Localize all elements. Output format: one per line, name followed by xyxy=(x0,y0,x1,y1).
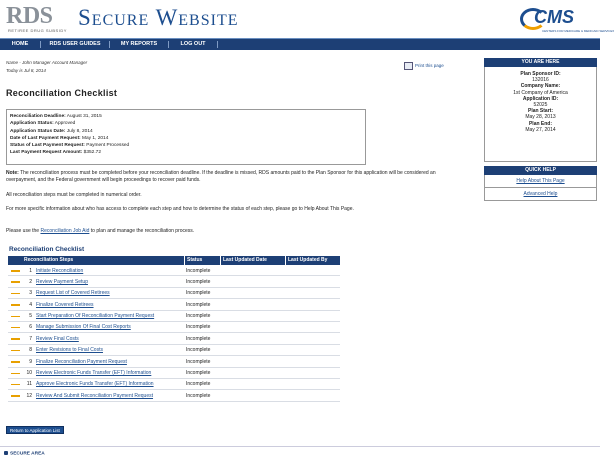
step-number: 3 xyxy=(29,290,32,297)
step-marker-icon xyxy=(11,304,20,306)
job-aid-post: to plan and manage the reconciliation process. xyxy=(90,228,195,234)
app-id-value: 52025 xyxy=(533,102,548,109)
info-value: Approved xyxy=(54,121,76,127)
step-status: Incomplete xyxy=(186,278,211,285)
checklist-title: Reconciliation Checklist xyxy=(9,246,85,253)
job-aid-pre: Please use the xyxy=(6,228,40,234)
advanced-help-link[interactable]: Advanced Help xyxy=(484,188,597,201)
info-value: August 31, 2015 xyxy=(66,114,102,119)
step-marker-icon xyxy=(11,350,20,352)
info-value: $352.72 xyxy=(83,150,102,156)
step-status: Incomplete xyxy=(186,335,211,342)
info-value: May 1, 2014 xyxy=(81,135,109,141)
order-note: All reconciliation steps must be completed in numerical order. xyxy=(6,192,142,198)
table-row xyxy=(8,288,340,299)
job-aid-note xyxy=(6,228,466,235)
step-marker-icon xyxy=(11,384,20,386)
step-link[interactable]: Review Payment Setup xyxy=(36,278,88,285)
step-link[interactable]: Enter Revisions to Final Costs xyxy=(36,347,103,354)
col-status: Status xyxy=(187,257,203,263)
cms-logo-subtitle: CENTERS FOR MEDICARE & MEDICAID SERVICES xyxy=(542,29,614,33)
table-row xyxy=(8,322,340,333)
secure-area-label xyxy=(4,451,45,456)
print-page-link[interactable] xyxy=(404,62,444,70)
step-marker-icon xyxy=(11,293,20,295)
step-number: 1 xyxy=(29,267,32,274)
step-number: 7 xyxy=(29,335,32,342)
step-number: 11 xyxy=(26,381,32,388)
sponsor-id-value: 132016 xyxy=(532,77,549,84)
lock-icon xyxy=(4,451,8,455)
nav-home[interactable]: HOME xyxy=(11,41,29,47)
step-status: Incomplete xyxy=(186,358,211,365)
info-value: July 8, 2014 xyxy=(66,128,93,134)
site-title: Secure Website xyxy=(78,5,239,30)
step-link[interactable]: Review Electronic Funds Transfer (EFT) Information xyxy=(36,370,152,377)
print-label: Print this page xyxy=(415,63,444,69)
rds-logo-subtitle: RETIREE DRUG SUBSIDY xyxy=(8,28,67,33)
cms-logo xyxy=(520,6,614,34)
step-link[interactable]: Start Preparation Of Reconciliation Payment Request xyxy=(36,313,155,320)
site-header xyxy=(0,0,614,38)
company-label: Company Name: xyxy=(520,83,561,90)
info-label: Reconciliation Deadline: xyxy=(10,114,66,119)
info-row xyxy=(10,113,362,120)
step-link[interactable]: Review And Submit Reconciliation Payment Request xyxy=(36,392,154,399)
step-link[interactable]: Request List of Covered Retirees xyxy=(36,290,110,297)
cms-logo-text: CMS xyxy=(534,7,574,27)
step-number: 4 xyxy=(29,301,32,308)
help-note: For more specific information about who has access to complete each step and how to determine the status of each step, please go to Help About This Page. xyxy=(6,206,354,212)
table-row xyxy=(8,311,340,322)
info-row xyxy=(10,135,362,142)
info-row xyxy=(10,149,362,156)
nav-user-guides[interactable]: RDS USER GUIDES xyxy=(49,41,101,47)
main-nav xyxy=(0,38,600,50)
quick-help-panel xyxy=(484,166,597,201)
you-are-here-header: YOU ARE HERE xyxy=(484,58,597,67)
table-header xyxy=(8,256,340,265)
step-marker-icon xyxy=(11,270,20,272)
deadline-note xyxy=(6,170,466,184)
sponsor-id-label: Plan Sponsor ID: xyxy=(520,71,561,77)
step-number: 12 xyxy=(26,392,32,399)
step-link[interactable]: Manage Submission Of Final Cost Reports xyxy=(36,324,131,331)
step-status: Incomplete xyxy=(186,301,211,308)
user-name-line: Name - John Manager Account Manager xyxy=(6,60,88,65)
step-status: Incomplete xyxy=(186,370,211,377)
step-number: 2 xyxy=(29,278,32,285)
secure-area-text: SECURE AREA xyxy=(10,451,45,457)
note-label: Note: xyxy=(6,170,19,176)
step-link[interactable]: Finalize Covered Retirees xyxy=(36,301,94,308)
col-last-updated-by: Last Updated By xyxy=(288,257,328,263)
rds-logo: RDS xyxy=(6,3,53,29)
info-label: Date of Last Payment Request: xyxy=(10,135,81,141)
info-row xyxy=(10,142,362,149)
step-marker-icon xyxy=(11,316,20,318)
table-row xyxy=(8,276,340,287)
step-number: 5 xyxy=(29,313,32,320)
plan-end-value: May 27, 2014 xyxy=(525,126,556,133)
step-marker-icon xyxy=(11,338,20,340)
info-row xyxy=(10,120,362,127)
plan-start-label: Plan Start: xyxy=(527,108,553,115)
sidebar xyxy=(484,58,597,201)
plan-end-label: Plan End: xyxy=(528,120,553,127)
quick-help-header: QUICK HELP xyxy=(484,166,597,175)
job-aid-link[interactable]: Reconciliation Job Aid xyxy=(40,228,90,234)
step-marker-icon xyxy=(11,395,20,397)
table-row xyxy=(8,379,340,390)
printer-icon xyxy=(404,62,413,70)
col-steps: Reconciliation Steps xyxy=(24,257,74,263)
footer xyxy=(0,446,600,470)
nav-divider xyxy=(217,41,218,48)
step-number: 10 xyxy=(26,370,32,377)
app-id-label: Application ID: xyxy=(522,95,559,102)
step-status: Incomplete xyxy=(186,392,211,399)
step-marker-icon xyxy=(11,281,20,283)
table-row xyxy=(8,265,340,276)
table-row xyxy=(8,333,340,344)
table-row xyxy=(8,368,340,379)
step-status: Incomplete xyxy=(186,381,211,388)
checklist-table xyxy=(8,256,340,402)
step-link[interactable]: Review Final Costs xyxy=(36,335,79,342)
step-status: Incomplete xyxy=(186,313,211,320)
step-link[interactable]: Initiate Reconciliation xyxy=(36,267,84,274)
table-row xyxy=(8,299,340,310)
note-text: The reconciliation process must be completed before your reconciliation deadline. If the deadline is missed, RDS amounts paid to the Plan Sponsor for this application will be considered an overpayment, and the Federal government will begin proceedings to recover paid funds. xyxy=(6,170,436,183)
nav-my-reports[interactable]: MY REPORTS xyxy=(120,41,158,47)
info-label: Status of Last Payment Request: xyxy=(10,143,85,149)
reconciliation-info-box xyxy=(6,109,366,165)
step-status: Incomplete xyxy=(186,290,211,297)
table-row xyxy=(8,345,340,356)
step-marker-icon xyxy=(11,327,20,329)
step-marker-icon xyxy=(11,361,20,363)
step-link[interactable]: Approve Electronic Funds Transfer (EFT) Information xyxy=(36,381,154,388)
company-value: 1st Company of America xyxy=(513,89,568,96)
you-are-here-box xyxy=(484,67,597,162)
nav-log-out[interactable]: LOG OUT xyxy=(180,41,206,47)
info-label: Application Status: xyxy=(10,121,54,127)
return-to-application-list-button[interactable]: Return to Application List xyxy=(6,426,64,434)
info-row xyxy=(10,128,362,135)
page-title: Reconciliation Checklist xyxy=(6,88,118,98)
step-status: Incomplete xyxy=(186,267,211,274)
step-status: Incomplete xyxy=(186,347,211,354)
plan-start-value: May 28, 2013 xyxy=(525,114,556,121)
step-link[interactable]: Finalize Reconciliation Payment Request xyxy=(36,358,127,365)
step-marker-icon xyxy=(11,373,20,375)
step-number: 8 xyxy=(29,347,32,354)
step-number: 6 xyxy=(29,324,32,331)
table-row xyxy=(8,356,340,367)
step-status: Incomplete xyxy=(186,324,211,331)
table-row xyxy=(8,390,340,401)
help-about-page-link[interactable]: Help About This Page xyxy=(484,175,597,188)
info-label: Last Payment Request Amount: xyxy=(10,150,83,156)
info-value: Payment Processed xyxy=(86,143,130,149)
today-date-line: Today is Jul 8, 2014 xyxy=(6,68,46,73)
step-number: 9 xyxy=(29,358,32,365)
info-label: Application Status Date: xyxy=(10,128,66,134)
col-last-updated-date: Last Updated Date xyxy=(223,257,267,263)
